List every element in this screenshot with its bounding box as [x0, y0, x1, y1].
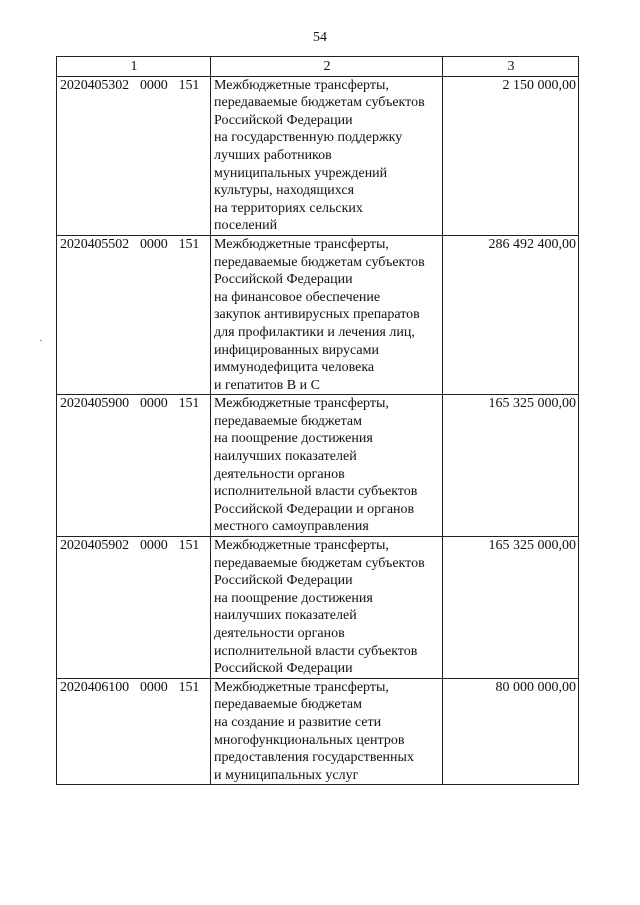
- description-line: наилучших показателей: [214, 449, 357, 465]
- amount-cell: 165 325 000,00: [443, 537, 579, 679]
- description-line: деятельности органов: [214, 626, 345, 641]
- budget-code-cell: [57, 537, 211, 679]
- description-cell: [211, 235, 443, 394]
- budget-code-part: 2020405302: [60, 77, 130, 93]
- budget-code-part: 0000: [140, 679, 168, 695]
- budget-code-part: 151: [178, 679, 200, 695]
- description-line: Межбюджетные трансферты,: [214, 396, 389, 412]
- margin-mark: [40, 340, 42, 341]
- budget-code-part: 2020405900: [60, 396, 130, 412]
- description-line: на государственную поддержку: [214, 130, 403, 146]
- budget-code-part: 0000: [140, 77, 168, 93]
- description-line: муниципальных учреждений: [214, 165, 388, 181]
- description-line: передаваемые бюджетам: [214, 413, 362, 429]
- description-line: Межбюджетные трансферты,: [214, 77, 389, 93]
- description-line: передаваемые бюджетам: [214, 697, 362, 713]
- description-line: Российской Федерации: [214, 661, 353, 677]
- description-line: и муниципальных услуг: [214, 767, 359, 783]
- description-line: и гепатитов В и С: [214, 377, 320, 393]
- column-header-code: 1: [57, 57, 211, 77]
- description-line: Российской Федерации: [214, 573, 353, 589]
- description-line: Межбюджетные трансферты,: [214, 679, 389, 695]
- description-line: наилучших показателей: [214, 608, 357, 624]
- budget-table: [56, 56, 579, 785]
- description-line: поселений: [214, 218, 278, 234]
- amount-cell: 80 000 000,00: [443, 678, 579, 785]
- amount-cell: 165 325 000,00: [443, 395, 579, 537]
- table-row: [57, 395, 579, 537]
- description-line: исполнительной власти субъектов: [214, 484, 418, 500]
- description-line: на поощрение достижения: [214, 590, 373, 606]
- budget-code-cell: [57, 678, 211, 785]
- description-line: на финансовое обеспечение: [214, 289, 381, 305]
- description-line: Российской Федерации и органов: [214, 501, 415, 517]
- table-row: [57, 235, 579, 394]
- budget-code-cell: [57, 395, 211, 537]
- page-number: 54: [313, 30, 327, 45]
- description-line: передаваемые бюджетам субъектов: [214, 254, 425, 270]
- description-line: на поощрение достижения: [214, 431, 373, 447]
- description-line: на создание и развитие сети: [214, 714, 382, 730]
- budget-code-part: 2020405502: [60, 236, 130, 252]
- description-line: на территориях сельских: [214, 200, 363, 216]
- description-line: иммунодефицита человека: [214, 360, 375, 376]
- amount-cell: 2 150 000,00: [443, 76, 579, 235]
- column-header-amount: 3: [443, 57, 579, 77]
- description-cell: [211, 537, 443, 679]
- header-row: [57, 57, 579, 77]
- description-line: предоставления государственных: [214, 750, 414, 766]
- description-line: культуры, находящихся: [214, 183, 355, 199]
- budget-code-part: 0000: [140, 236, 168, 252]
- budget-code-part: 2020406100: [60, 679, 130, 695]
- amount-cell: 286 492 400,00: [443, 235, 579, 394]
- description-line: Российской Федерации: [214, 272, 353, 288]
- description-line: исполнительной власти субъектов: [214, 643, 418, 659]
- budget-code-part: 151: [178, 396, 200, 412]
- column-header-description: 2: [211, 57, 443, 77]
- description-line: для профилактики и лечения лиц,: [214, 324, 415, 340]
- description-line: инфицированных вирусами: [214, 342, 379, 358]
- budget-code-part: 151: [178, 538, 200, 554]
- budget-code-part: 151: [178, 236, 200, 252]
- table-row: [57, 76, 579, 235]
- description-line: Российской Федерации: [214, 112, 353, 128]
- description-line: многофункциональных центров: [214, 732, 405, 748]
- description-cell: [211, 678, 443, 785]
- description-line: передаваемые бюджетам субъектов: [214, 95, 425, 111]
- description-line: передаваемые бюджетам субъектов: [214, 555, 425, 571]
- description-cell: [211, 76, 443, 235]
- budget-code-part: 0000: [140, 538, 168, 554]
- description-line: местного самоуправления: [214, 519, 369, 535]
- description-line: лучших работников: [214, 147, 332, 163]
- description-line: Межбюджетные трансферты,: [214, 236, 389, 252]
- table-row: [57, 537, 579, 679]
- description-line: закупок антивирусных препаратов: [214, 307, 420, 323]
- description-cell: [211, 395, 443, 537]
- budget-code-cell: [57, 235, 211, 394]
- budget-code-part: 0000: [140, 396, 168, 412]
- table-row: [57, 678, 579, 785]
- description-line: Межбюджетные трансферты,: [214, 538, 389, 554]
- description-line: деятельности органов: [214, 466, 345, 482]
- budget-code-part: 151: [178, 77, 200, 93]
- budget-code-part: 2020405902: [60, 538, 130, 554]
- budget-code-cell: [57, 76, 211, 235]
